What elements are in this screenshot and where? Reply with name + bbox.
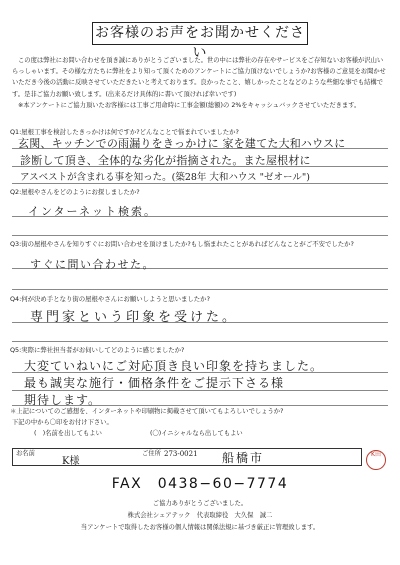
cashback-note: ※本アンケートにご協力頂いたお客様には工事ご用命時に工事金額(総額)の 2%をキャッシュバックさせていただきます。 bbox=[18, 101, 361, 109]
thanks-text: ご協力ありがとうございました。 bbox=[152, 500, 248, 507]
company-name: 株式会社シェアテック 代表取締役 大久保 誠二 bbox=[127, 512, 273, 519]
question-5-label: Q5:実際に弊社担当者がお伺いしてどのように感じましたか? bbox=[10, 346, 185, 354]
option-initials-ok: (〇)イニシャルなら出してもよい bbox=[150, 430, 243, 437]
privacy-notice: 当アンケートで取得したお客様の個人情報は関係法規に基づき厳正に管理致します。 bbox=[80, 524, 320, 531]
option-name-ok: ( )名前を出してもよい bbox=[34, 430, 102, 437]
question-4-label: Q4:何が決め手となり街の屋根やさんにお願いしようと思いましたか? bbox=[10, 295, 210, 303]
question-5-answer-line-3: 期待します。 bbox=[24, 393, 102, 407]
postal-code: 273-0021 bbox=[164, 450, 198, 458]
name-seal-stamp: K田 bbox=[366, 450, 386, 470]
intro-text bbox=[12, 55, 388, 111]
publish-question: ＊上記についてのご感想を、インターネットや印刷物に掲載させて頂いてもよろしいでしょうか? bbox=[10, 408, 284, 415]
question-1-answer-line-1: 玄関、キッチンでの雨漏りをきっかけに 家を建てた大和ハウスに bbox=[18, 137, 346, 150]
question-5-answer-line-1: 大変ていねいにご対応頂き良い印象を持ちました。 bbox=[24, 359, 324, 373]
choose-instruction: 下記の中から〇印をお付け下さい。 bbox=[12, 419, 113, 426]
question-1-answer-line-3: アスベストが含まれる事を知った。(築28年 大和ハウス "ゼオール") bbox=[20, 172, 310, 183]
question-3-answer: すぐに問い合わせた。 bbox=[30, 258, 155, 271]
divider bbox=[12, 289, 388, 290]
intro-paragraph: この度は弊社にお問い合わせを頂き誠にありがとうございました。世の中には弊社の存在やサービスをご存知ないお客様が沢山いらっしゃいます。その様な方たちに弊社をより知って頂くためのアンケートにご協力頂けないでしょうか?お客様のご意見をお聞かせいただき今後の活動に反映させていただきたいと考えております。良かったこと、嬉しかったことなどのような些細な事でも結構です。是非ご協力お願い致します。(出来るだけ具体的に書いて頂ければ幸いです) bbox=[12, 57, 386, 98]
fax-number: FAX 0438−60−7774 bbox=[111, 476, 289, 492]
address-city: 船橋市 bbox=[222, 451, 265, 465]
question-4-answer: 専門家という印象を受けた。 bbox=[30, 310, 239, 325]
divider bbox=[12, 183, 388, 184]
question-2-label: Q2:屋根やさんをどのようにお探しましたか? bbox=[10, 188, 140, 196]
page-title: お客様のお声をお聞かせください bbox=[92, 22, 308, 45]
question-5-answer-line-2: 最も誠実な施行・価格条件をご提示下さる様 bbox=[24, 376, 285, 390]
name-label: お名前 bbox=[16, 450, 35, 457]
question-3-label: Q3:街の屋根やさんを知りすぐにお問い合わせを頂けましたか?もし悩まれたことがあればどんなことがご不安でしたか? bbox=[10, 240, 354, 248]
question-2-answer: インターネット検索。 bbox=[28, 205, 158, 218]
divider bbox=[12, 235, 388, 236]
name-value: K様 bbox=[62, 456, 80, 467]
question-1-answer-line-2: 診断して頂き、全体的な劣化が指摘された。また屋根材に bbox=[20, 154, 311, 167]
divider bbox=[12, 341, 388, 342]
question-1-label: Q1:屋根工事を検討したきっかけは何ですか?どんなことで悩まれていましたか? bbox=[10, 128, 239, 136]
address-label: ご住所 bbox=[142, 450, 161, 457]
